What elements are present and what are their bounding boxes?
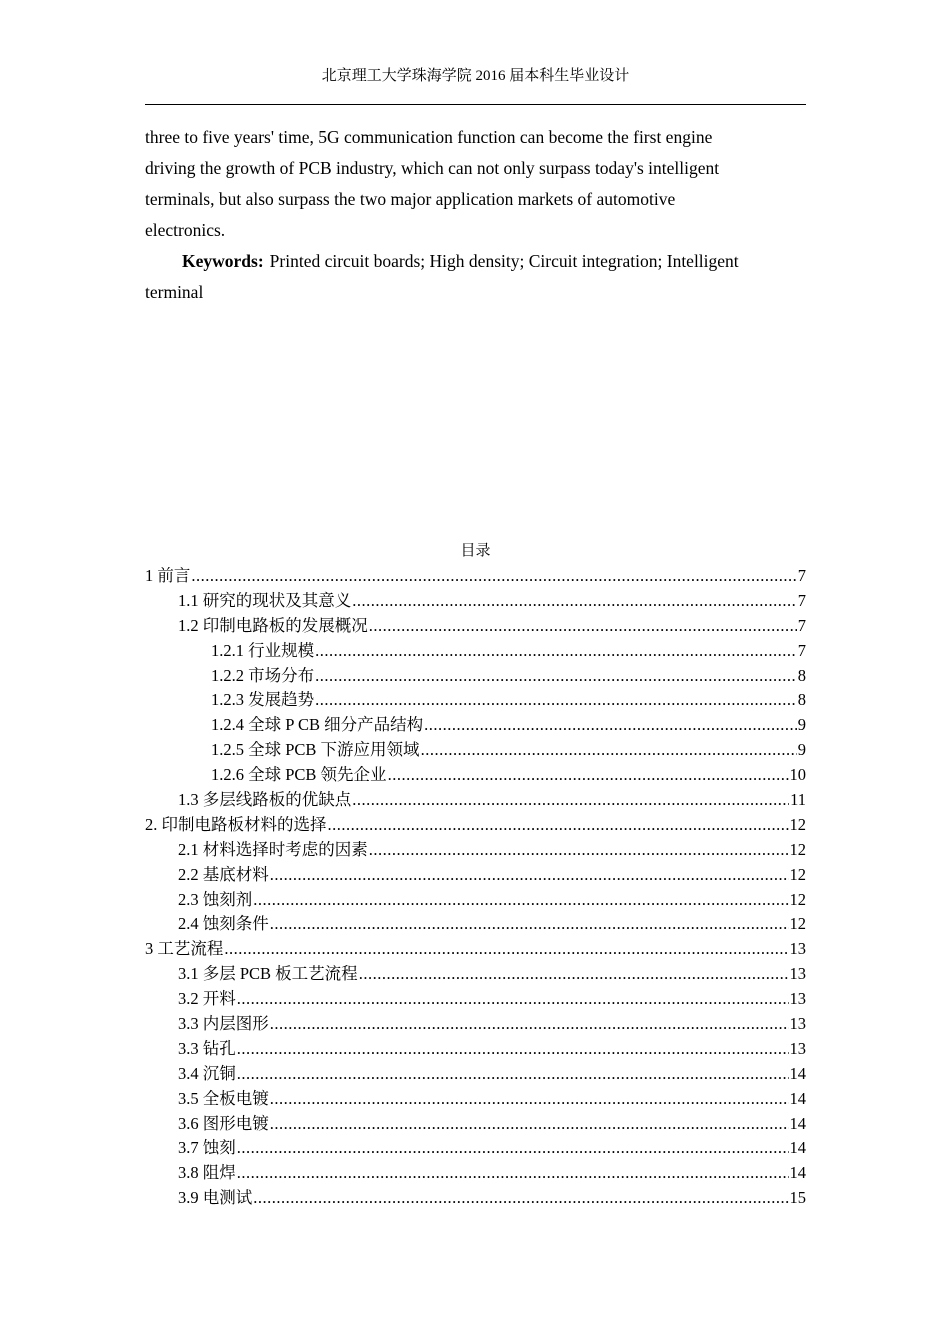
toc-entry-page: 12 [789, 889, 806, 909]
toc-dot-leader [270, 863, 789, 888]
toc-entry-label: 1.2.5 全球 PCB 下游应用领域 [211, 740, 420, 760]
toc-entry-page: 15 [789, 1188, 806, 1208]
abstract-line: terminals, but also surpass the two major application markets of automotive [145, 189, 676, 209]
toc-dot-leader [369, 614, 797, 639]
toc-entry[interactable] [145, 763, 806, 788]
toc-dot-leader [270, 1087, 789, 1112]
table-of-contents [145, 564, 806, 1211]
toc-entry-label: 2.3 蚀刻剂 [178, 889, 253, 909]
toc-entry[interactable] [145, 614, 806, 639]
toc-entry[interactable] [145, 962, 806, 987]
keywords-paragraph [145, 246, 806, 277]
toc-entry[interactable] [145, 863, 806, 888]
toc-entry[interactable] [145, 1012, 806, 1037]
toc-entry-page: 14 [789, 1138, 806, 1158]
toc-dot-leader [424, 713, 797, 738]
toc-entry-page: 12 [789, 839, 806, 859]
toc-entry-label: 1.3 多层线路板的优缺点 [178, 790, 352, 810]
toc-dot-leader [191, 564, 796, 589]
toc-dot-leader [270, 1012, 789, 1037]
toc-entry[interactable] [145, 937, 806, 962]
toc-entry-page: 9 [797, 740, 806, 760]
toc-entry-page: 13 [789, 1038, 806, 1058]
toc-entry-label: 3 工艺流程 [145, 939, 224, 959]
keywords-text: Printed circuit boards; High density; Circuit integration; Intelligent [269, 251, 739, 271]
toc-entry-label: 2.4 蚀刻条件 [178, 914, 269, 934]
keywords-text-continued: terminal [145, 282, 204, 302]
toc-entry[interactable] [145, 1136, 806, 1161]
toc-entry-label: 1.2.4 全球 P CB 细分产品结构 [211, 715, 424, 735]
toc-dot-leader [328, 813, 789, 838]
toc-dot-leader [270, 1112, 789, 1137]
toc-entry[interactable] [145, 1112, 806, 1137]
toc-entry-page: 9 [797, 715, 806, 735]
toc-entry-label: 1.1 研究的现状及其意义 [178, 590, 352, 610]
toc-dot-leader [315, 639, 797, 664]
abstract-line: three to five years' time, 5G communication function can become the first engine [145, 127, 713, 147]
toc-entry[interactable] [145, 1186, 806, 1211]
header-divider [145, 104, 806, 105]
toc-entry-page: 7 [797, 590, 806, 610]
abstract-section [145, 122, 806, 308]
toc-entry[interactable] [145, 639, 806, 664]
toc-entry-label: 3.3 内层图形 [178, 1014, 269, 1034]
toc-entry[interactable] [145, 788, 806, 813]
toc-entry-page: 7 [797, 640, 806, 660]
toc-dot-leader [369, 838, 789, 863]
toc-entry-label: 1.2.6 全球 PCB 领先企业 [211, 765, 387, 785]
toc-entry-page: 14 [789, 1113, 806, 1133]
toc-entry-page: 12 [789, 814, 806, 834]
toc-dot-leader [270, 912, 789, 937]
toc-dot-leader [237, 1161, 789, 1186]
toc-entry[interactable] [145, 688, 806, 713]
toc-entry-label: 3.8 阻焊 [178, 1163, 236, 1183]
toc-entry-page: 8 [797, 665, 806, 685]
toc-entry-page: 12 [789, 914, 806, 934]
toc-entry[interactable] [145, 564, 806, 589]
abstract-line: electronics. [145, 220, 226, 240]
toc-entry-label: 3.1 多层 PCB 板工艺流程 [178, 964, 358, 984]
toc-dot-leader [352, 788, 789, 813]
toc-dot-leader [237, 1062, 789, 1087]
page-header: 北京理工大学珠海学院 2016 届本科生毕业设计 [321, 68, 630, 84]
toc-entry-label: 3.2 开料 [178, 989, 236, 1009]
toc-dot-leader [237, 987, 789, 1012]
toc-entry-page: 7 [797, 566, 806, 585]
toc-entry[interactable] [145, 1161, 806, 1186]
toc-dot-leader [224, 937, 788, 962]
toc-entry-page: 14 [789, 1063, 806, 1083]
toc-entry[interactable] [145, 838, 806, 863]
toc-entry[interactable] [145, 713, 806, 738]
toc-entry-label: 3.6 图形电镀 [178, 1113, 269, 1133]
toc-dot-leader [315, 688, 797, 713]
toc-entry-label: 3.9 电测试 [178, 1188, 253, 1208]
toc-dot-leader [388, 763, 789, 788]
toc-entry-page: 8 [797, 690, 806, 710]
toc-entry-label: 2.1 材料选择时考虑的因素 [178, 839, 368, 859]
toc-dot-leader [237, 1136, 789, 1161]
toc-entry-label: 2.2 基底材料 [178, 864, 269, 884]
toc-entry-page: 14 [789, 1163, 806, 1183]
toc-dot-leader [421, 738, 797, 763]
toc-entry-label: 3.4 沉铜 [178, 1063, 236, 1083]
toc-dot-leader [315, 664, 797, 689]
keywords-label: Keywords: [182, 251, 264, 271]
toc-entry[interactable] [145, 912, 806, 937]
toc-entry-page: 13 [789, 964, 806, 984]
toc-entry-page: 12 [789, 864, 806, 884]
toc-entry[interactable] [145, 664, 806, 689]
toc-entry-page: 13 [789, 989, 806, 1009]
toc-entry-label: 1 前言 [145, 566, 191, 585]
toc-entry-page: 13 [789, 1014, 806, 1034]
toc-entry-label: 1.2.2 市场分布 [211, 665, 315, 685]
toc-dot-leader [253, 888, 788, 913]
toc-entry[interactable] [145, 738, 806, 763]
toc-dot-leader [237, 1037, 789, 1062]
toc-dot-leader [352, 589, 797, 614]
toc-entry-page: 10 [789, 765, 806, 785]
toc-entry-label: 3.7 蚀刻 [178, 1138, 236, 1158]
toc-entry[interactable] [145, 813, 806, 838]
toc-entry[interactable] [145, 1087, 806, 1112]
toc-entry-page: 11 [790, 790, 806, 810]
toc-entry-label: 2. 印制电路板材料的选择 [145, 814, 327, 834]
toc-entry[interactable] [145, 1062, 806, 1087]
toc-entry-label: 1.2 印制电路板的发展概况 [178, 615, 368, 635]
toc-dot-leader [359, 962, 789, 987]
toc-entry[interactable] [145, 1037, 806, 1062]
toc-entry[interactable] [145, 987, 806, 1012]
toc-entry-page: 14 [789, 1088, 806, 1108]
toc-dot-leader [253, 1186, 788, 1211]
toc-entry-page: 13 [789, 939, 806, 959]
toc-entry-page: 7 [797, 615, 806, 635]
toc-entry-label: 3.3 钻孔 [178, 1038, 236, 1058]
toc-entry-label: 3.5 全板电镀 [178, 1088, 269, 1108]
toc-entry[interactable] [145, 888, 806, 913]
toc-title: 目录 [460, 543, 491, 559]
toc-entry-label: 1.2.3 发展趋势 [211, 690, 315, 710]
toc-entry-label: 1.2.1 行业规模 [211, 640, 315, 660]
toc-entry[interactable] [145, 589, 806, 614]
abstract-line: driving the growth of PCB industry, which can not only surpass today's intelligent [145, 158, 720, 178]
